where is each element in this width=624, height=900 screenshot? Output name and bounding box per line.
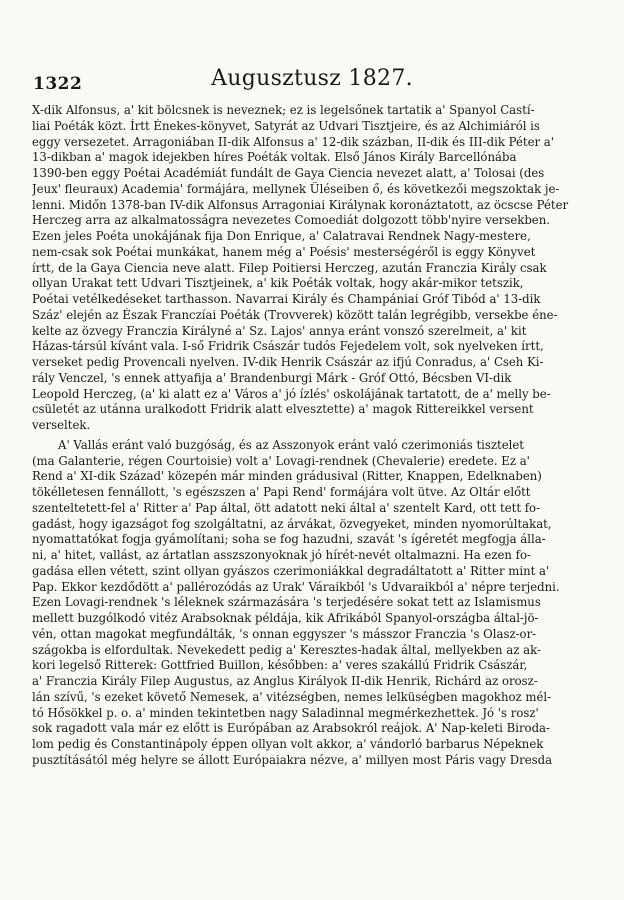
text-line: gadást, hogy igazságot fog szolgáltatni, az árvákat, özvegyeket, minden nyomorúltakat, [32,516,552,531]
paragraph [32,438,592,769]
text-line: vén, ottan magokat megfundálták, 's onnan eggyszer 's másszor Franczia 's Olasz-or- [32,626,537,641]
text-line: Jeux' fleuraux) Academia' formájára, mellynek Üléseiben ő, és következői megszoktak je- [32,181,560,196]
text-line: eggy versezetet. Arragoniában II-dik Alfonsus a' 12-dik százban, II-dik és III-dik Péter a' [32,134,554,149]
page-number: 1322 [33,74,83,94]
text-line: Ezen Lovagi-rendnek 's léleknek származására 's terjedésére sokat tett az Islamismus [32,595,541,610]
text-line: Rend a' XI-dik Század' közepén már minden grádusival (Ritter, Knappen, Edelknaben) [32,469,542,484]
text-line: nyomattatókat fogja gyámolítani; soha se fog hazudni, szavát 's ígéretét megfogja álla- [32,532,546,547]
text-line: liai Poéták közt. Írtt Énekes-könyvet, Satyrát az Udvari Tisztjeire, és az Alchimiáról is [32,118,540,133]
text-line: szenteltetett-fel a' Ritter a' Pap által, ött adatott neki által a' szentelt Kard, ott tett fo- [32,500,541,515]
running-title: Augusztusz 1827. [211,66,413,91]
text-line: rály Venczel, 's ennek attyafija a' Brandenburgi Márk - Gróf Ottó, Bécsben VI-dik [32,370,512,385]
text-line: szágokba is elfordultak. Nevekedett pedig a' Keresztes-hadak által, mellyekben az ak- [32,642,541,657]
text-line: lom pedig és Constantinápoly éppen ollyan volt akkor, a' vándorló barbarus Népeknek [32,737,544,751]
text-line: tökélletesen fennállott, 's egészszen a' Papi Rend' formájára volt ütve. Az Oltár előtt [32,485,531,499]
text-line: lenni. Midőn 1378-ban IV-dik Alfonsus Arragoniai Királynak koronáztatott, az öcscse Péter [32,197,569,212]
text-line: pusztításától még helyre se állott Európaiakra nézve, a' millyen most Páris vagy Dresda [32,752,553,767]
text-line: 1390-ben eggy Poétai Académiát fundált de Gaya Ciencia nevezet alatt, a' Tolosai (des [32,166,545,180]
text-line: lán szívű, 's ezeket követő Nemesek, a' vitézségben, nemes lelküségben magokhoz mél- [32,689,552,704]
page-body [32,103,592,769]
text-line: Poétai vetélkedéseket tarthasson. Navarrai Király és Champániai Gróf Tibód a' 13-dik [32,292,541,306]
text-line: A' Vallás eránt való buzgóság, és az Asszonyok eránt való czerimoniás tisztelet [58,437,524,452]
text-line: a' Franczia Király Filep Augustus, az Anglus Királyok II-dik Henrik, Richárd az orosz- [32,674,538,688]
text-line: X-dik Alfonsus, a' kit bölcsnek is neveznek; ez is legelsőnek tartatik a' Spanyol Castí- [32,103,535,117]
text-line: verseltek. [32,418,91,432]
text-line: gadása ellen vétett, szint ollyan gyászos czerimoniákkal degradáltatott a' Ritter mint a' [32,563,550,578]
text-line: Száz' elején az Észak Franczíai Poéták (Trovverek) között talán legrégibb, versekbe éne- [32,307,558,322]
text-line: kelte az özvegy Franczia Királyné a' Sz. Lajos' annya eránt vonszó szerelmeit, a' kit [32,323,527,338]
text-line: ni, a' hitet, vallást, az ártatlan asszszonyoknak jó hírét-nevét oltalmazni. Ha ezen fo- [32,548,531,562]
text-line: csületét az utánna uralkodott Fridrik alatt elvesztette) a' magok Rittereikkel versent [32,402,534,417]
text-line: Ezen jeles Poéta unokájának fija Don Enrique, a' Calatravai Rendnek Nagy-mestere, [32,229,531,243]
text-line: (ma Galanterie, régen Courtoisie) volt a' Lovagi-rendnek (Chevalerie) eredete. Ez a' [32,453,530,468]
page-header [0,66,624,96]
text-line: Herczeg arra az alkalmatosságra nevezetes Comoediát dolgozott több'nyire versekben. [32,213,550,228]
text-line: verseket pedig Provencali nyelven. IV-dik Henrik Császár az ifjú Conradus, a' Cseh Ki- [32,355,544,369]
text-line: nem-csak sok Poétai munkákat, hanem még a' Poésis' mesterségéről is eggy Könyvet [32,244,536,259]
paragraph [32,103,592,434]
text-line: Pap. Ekkor kezdődött a' pallérozódás az Urak' Váraikból 's Udvaraikból a' népre terjedni. [32,579,560,594]
text-line: sok ragadott vala már ez előtt is Európában az Arabsokról reájok. A' Nap-keleti Biroda- [32,721,550,736]
text-line: Házas-társúl kívánt vala. I-ső Fridrik Császár tudós Fejedelem volt, sok nyelveken írtt, [32,339,544,354]
text-line: 13-dikban a' magok idejekben híres Poéták voltak. Első János Király Barcellónába [32,150,517,165]
text-line: tó Hősökkel p. o. a' minden tekintetben nagy Saladinnal megmérkezhettek. Jó 's rosz' [32,705,539,720]
text-line: ollyan Urakat tett Udvari Tisztjeinek, a' kik Poéták voltak, hogy akár-mikor tetszik, [32,276,524,291]
text-line: mellett buzgólkodó vitéz Arabsoknak példája, kik Afrikából Spanyol-országba által-jö- [32,611,539,625]
text-line: Leopold Herczeg, (a' ki alatt ez a' Város a' jó ízlés' oskolájának tartatott, de a' melly be- [32,386,551,401]
text-line: írtt, de la Gaya Ciencia neve alatt. Filep Poitiersi Herczeg, azután Franczia Király csak [32,260,547,275]
text-line: kori legelső Ritterek: Gottfried Buillon, későbben: a' veres szakállú Fridrik Császár, [32,658,528,673]
